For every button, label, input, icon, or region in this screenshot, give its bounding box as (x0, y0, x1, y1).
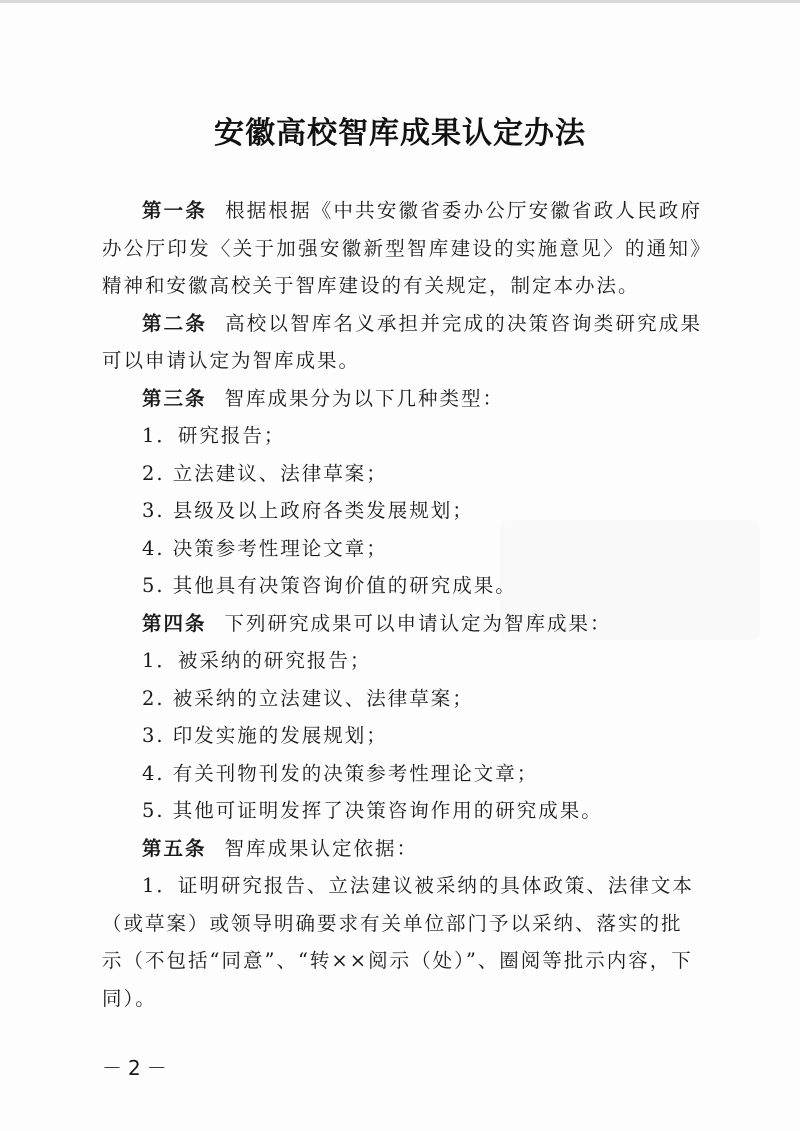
article-label: 第一条 (142, 199, 208, 222)
article-text: 高校以智库名义承担并完成的决策咨询类研究成果可以申请认定为智库成果。 (102, 311, 702, 372)
list-item: 4. 有关刊物刊发的决策参考性理论文章； (142, 761, 539, 785)
article-label: 第三条 (142, 386, 207, 410)
list-item: 3. 县级及以上政府各类发展规划； (142, 499, 474, 522)
list-item: 1．证明研究报告、立法建议被采纳的具体政策、法律文本（或草案）或领导明确要求有关单位部门予以采纳、落实的批示（不包括“同意”、“转××阅示（处）”、圈阅等批示内容，下同）。 (102, 874, 694, 1010)
article-text: 根据根据《中共安徽省委办公厅安徽省政人民政府办公厅印发〈关于加强安徽新型智库建设的实施意见〉的通知》精神和安徽高校关于智库建设的有关规定，制定本办法。 (102, 199, 702, 297)
list-item: 3. 印发实施的发展规划； (142, 724, 388, 747)
article-label: 第五条 (142, 836, 207, 860)
list-item: 1．被采纳的研究报告； (142, 649, 372, 672)
article-label: 第二条 (142, 311, 208, 335)
article-2 (102, 305, 702, 380)
list-item: 5. 其他可证明发挥了决策咨询作用的研究成果。 (142, 799, 603, 822)
list-item: 2. 立法建议、法律草案； (142, 461, 388, 485)
list-item: 5. 其他具有决策咨询价值的研究成果。 (142, 574, 517, 597)
article-text: 智库成果认定依据： (224, 836, 419, 860)
page-top-edge (0, 0, 800, 3)
article-text: 下列研究成果可以申请认定为智库成果： (224, 611, 612, 635)
page-number: －2－ (102, 1056, 173, 1080)
article-text: 智库成果分为以下几种类型： (224, 386, 505, 410)
list-item: 2. 被采纳的立法建议、法律草案； (142, 686, 474, 710)
article-5 (102, 830, 702, 868)
list-item: 1．研究报告； (142, 424, 286, 447)
document-body (102, 192, 702, 1017)
article-1 (102, 192, 702, 305)
article-4 (102, 605, 702, 643)
article-3 (102, 380, 702, 418)
article-label: 第四条 (142, 611, 207, 635)
document-title: 安徽高校智库成果认定办法 (214, 116, 586, 151)
list-item: 4. 决策参考性理论文章； (142, 536, 388, 560)
